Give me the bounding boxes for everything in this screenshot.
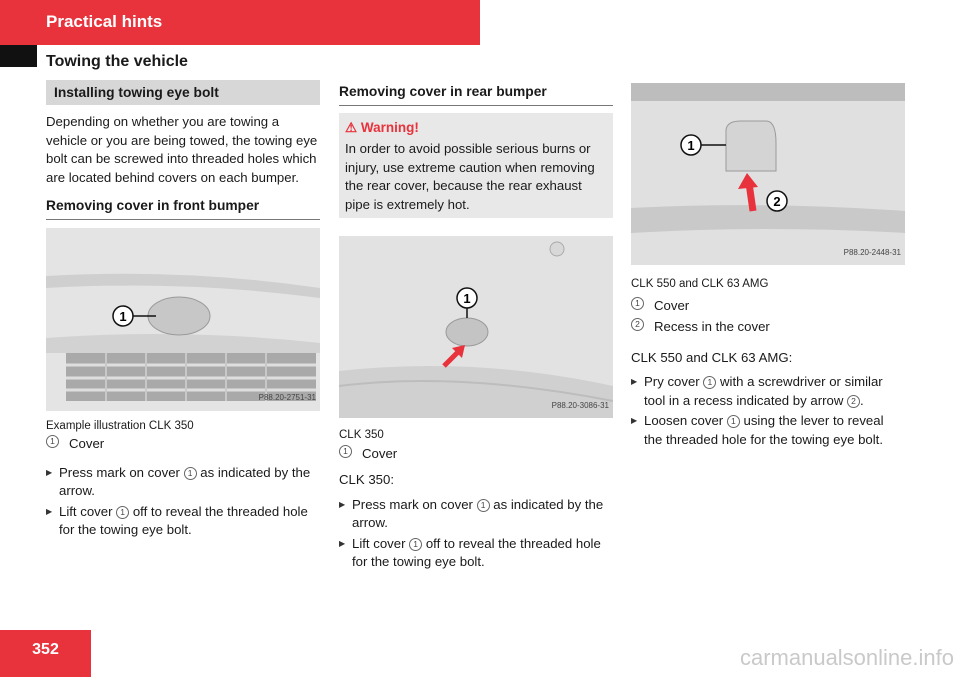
page-subtitle: Towing the vehicle (46, 53, 188, 70)
legend-item (46, 435, 320, 454)
legend-number: 1 (46, 435, 59, 448)
legend-item (339, 445, 613, 464)
legend-text: Cover (362, 445, 398, 461)
intro-paragraph: Depending on whether you are towing a vehicle or you are being towed, the towing eye bolt can be screwed into threaded holes which are located behind covers on each bumper. (46, 114, 318, 185)
callout-2: 2 (773, 194, 781, 209)
step-text: Press mark on cover (352, 496, 477, 512)
step-number: 1 (727, 415, 740, 428)
step-text: Lift cover (352, 535, 410, 551)
step-text: using the lever to reveal the threaded hole for the towing eye bolt. (644, 413, 884, 447)
legend-item (631, 318, 905, 337)
rear-cover-illustration (631, 83, 905, 265)
image-caption: CLK 350 (339, 429, 384, 441)
warning-title-row (345, 119, 607, 138)
warning-title: Warning! (360, 119, 419, 135)
image-caption: CLK 550 and CLK 63 AMG (631, 278, 769, 290)
step-text: Pry cover (644, 374, 704, 389)
step (339, 535, 613, 572)
front-bumper-illustration (46, 228, 320, 411)
step-number: 2 (847, 395, 860, 408)
step-text: as indicated by the arrow. (59, 464, 311, 498)
legend-text: Recess in the cover (654, 319, 770, 334)
warning-box (339, 113, 613, 219)
chapter-header (0, 0, 480, 45)
column-3 (631, 80, 905, 449)
rear-bumper-illustration (339, 236, 613, 418)
warning-icon: ⚠ (345, 119, 361, 135)
front-bumper-heading: Removing cover in front bumper (46, 197, 320, 220)
model-label: CLK 550 and CLK 63 AMG: (631, 349, 793, 365)
installing-heading: Installing towing eye bolt (46, 80, 320, 105)
rear-cover-drawing (631, 83, 905, 265)
step-number: 1 (703, 376, 716, 389)
step (46, 503, 320, 540)
step-number: 1 (477, 499, 490, 512)
callout-1: 1 (463, 291, 471, 306)
callout-1: 1 (119, 308, 127, 324)
column-2 (339, 80, 613, 572)
image-caption: Example illustration CLK 350 (46, 419, 194, 432)
rear-bumper-drawing (339, 236, 613, 418)
step (46, 464, 320, 501)
image-code: P88.20-2448-31 (843, 247, 901, 257)
watermark: carmanualsonline.info (739, 645, 954, 670)
page-number: 352 (0, 630, 91, 677)
step-text: off to reveal the threaded hole for the towing eye bolt. (59, 503, 308, 537)
front-bumper-drawing (46, 228, 320, 411)
header-marker (0, 45, 37, 67)
legend-item (631, 297, 905, 316)
column-1 (46, 80, 320, 540)
image-code: P88.20-2751-31 (258, 393, 316, 402)
step-text: Loosen cover (644, 413, 727, 428)
step (631, 373, 905, 410)
callout-1: 1 (687, 138, 695, 153)
step-number: 1 (184, 467, 197, 480)
step-text: . (860, 392, 864, 408)
step-text: off to reveal the threaded hole for the towing eye bolt. (352, 535, 601, 569)
step-text: Press mark on cover (59, 464, 184, 480)
step-text: as indicated by the arrow. (352, 496, 604, 530)
step-number: 1 (409, 538, 422, 551)
step-text: Lift cover (59, 503, 117, 519)
image-code: P88.20-3086-31 (551, 400, 609, 410)
legend-text: Cover (654, 297, 690, 313)
step-number: 1 (116, 506, 129, 519)
step-text: with a screwdriver or similar tool in a recess indicated by arrow (644, 374, 883, 408)
chapter-title: Practical hints (46, 12, 163, 31)
legend-number: 1 (631, 297, 644, 310)
legend-number: 1 (339, 445, 352, 458)
warning-text: In order to avoid possible serious burns or injury, use extreme caution when removing the rear cover, because the rear exhaust pipe is extremely hot. (345, 141, 595, 212)
step (339, 496, 613, 533)
legend-text: Cover (69, 436, 105, 451)
step (631, 412, 905, 449)
rear-bumper-heading: Removing cover in rear bumper (339, 83, 613, 106)
legend-number: 2 (631, 318, 644, 331)
model-label: CLK 350: (339, 472, 394, 487)
